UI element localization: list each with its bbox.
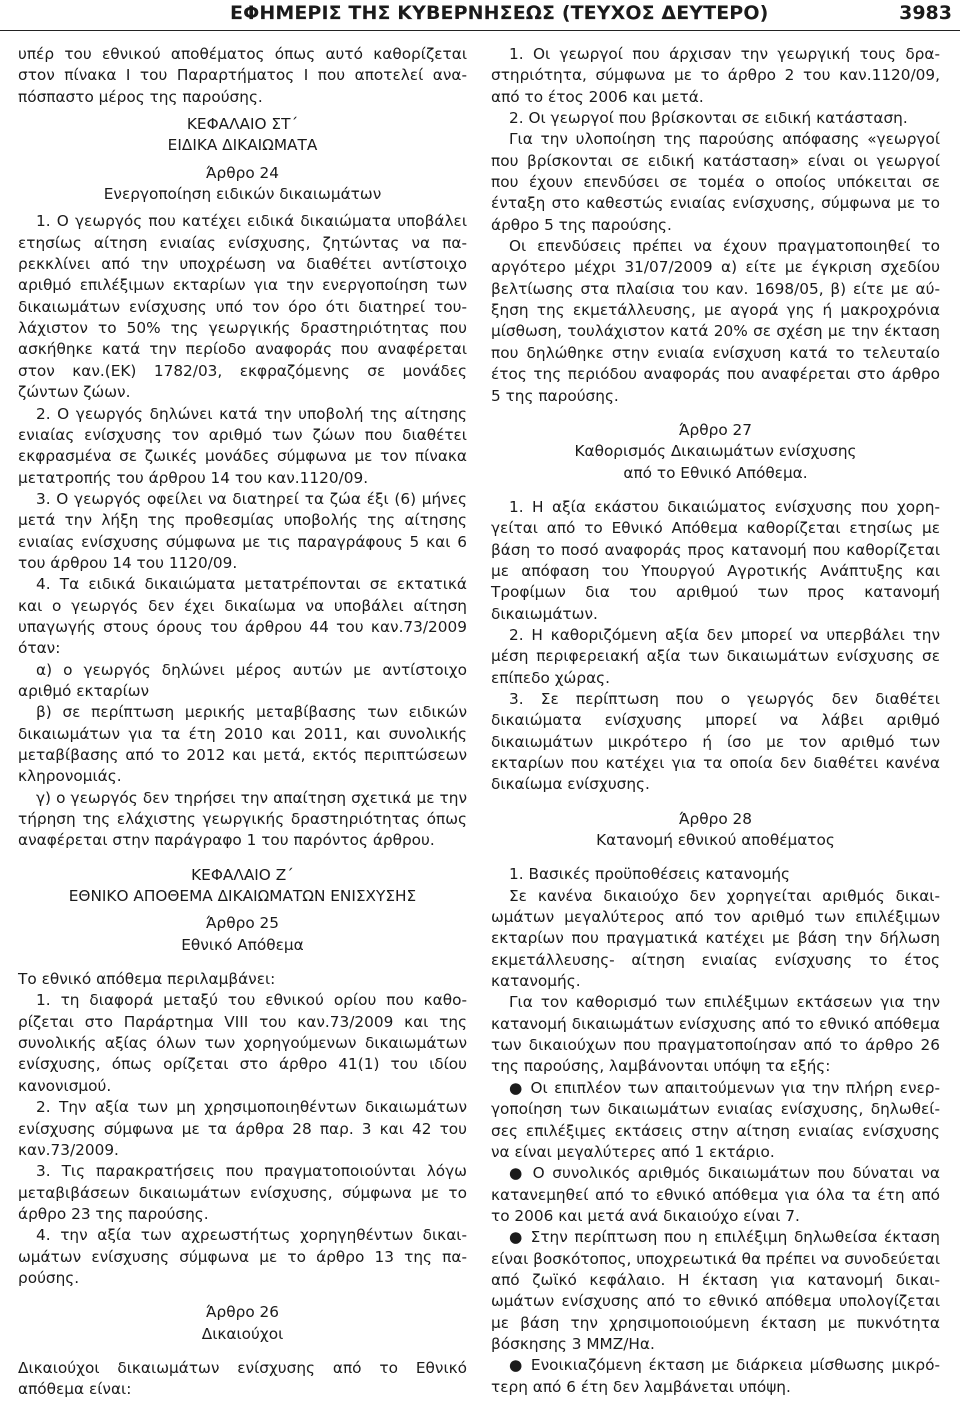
paragraph: Σε κανένα δικαιούχο δεν χορηγείται αριθμός δικαιωμάτων μεγαλύτερος από τον αριθμό των επιλέξιμων εκταρίων που πραγματικά κατέχει με βάση την δήλωση εκμετάλλευσης- αίτηση ενιαίας ενίσχυσης το έτος κατανομής. — [491, 886, 940, 991]
paragraph: υπέρ του εθνικού αποθέματος όπως αυτό καθορίζεται στον πίνακα Ι του Παραρτήματος Ι που αποτελεί αναπόσπαστο μέρος της παρούσης. — [18, 45, 467, 106]
page-header — [0, 0, 960, 31]
paragraph: Για την υλοποίηση της παρούσης απόφασης «γεωργοί που βρίσκονται σε ειδική κατάσταση» είναι οι γεωργοί που έχουν επενδύσει σε τομέα ο οποίος υπόκειται σε ένταξη στο καθεστώς ενιαίας ενίσχυσης, σύμφωνα με το άρθρο 5 της παρούσης. — [491, 130, 940, 234]
paragraph: 1. τη διαφορά μεταξύ του εθνικού ορίου που καθορίζεται στο Παράρτημα VIII του καν.73/2009 και της συνολικής αξίας όλων των χορηγούμενων δικαιωμάτων ενίσχυσης, όπως ορίζεται στο άρθρο 41(1) του ιδίου κανονισμού. — [18, 991, 467, 1095]
paragraph: 1. Η αξία εκάστου δικαιώματος ενίσχυσης που χορηγείται από το Εθνικό Απόθεμα καθορίζεται ετησίως με βάση το ποσό αναφοράς προς κατανομή που καθορίζεται με απόφαση του Υπουργού Αγροτικής Ανάπτυξης και Τροφίμων δια του αριθμού των προς κατανομή δικαιωμάτων. — [491, 497, 940, 623]
paragraph: 3. Τις παρακρατήσεις που πραγματοποιούνται λόγω μεταβιβάσεων δικαιωμάτων ενίσχυσης, σύμφωνα με το άρθρο 23 της παρούσης. — [18, 1162, 467, 1223]
paragraph: 1. Βασικές προϋποθέσεις κατανομής — [509, 865, 791, 884]
paragraph: 2. Η καθοριζόμενη αξία δεν μπορεί να υπερβάλει την μέση περιφερειακή αξία των δικαιωμάτων ενίσχυσης σε επίπεδο χώρας. — [491, 625, 940, 687]
paragraph: α) ο γεωργός δηλώνει μέρος αυτών με αντίστοιχο αριθμό εκταρίων — [18, 660, 467, 700]
chapter-subheading: ΕΘΝΙΚΟ ΑΠΟΘΕΜΑ ΔΙΚΑΙΩΜΑΤΩΝ ΕΝΙΣΧΥΣΗΣ — [68, 887, 417, 906]
chapter-heading: ΚΕΦΑΛΑΙΟ Ζ΄ — [191, 865, 294, 884]
article-subheading: από το Εθνικό Απόθεμα. — [623, 463, 808, 482]
bullet-item: ● Ενοικιαζόμενη έκταση με διάρκεια μίσθωσης μικρότερη από 6 έτη δεν λαμβάνεται υπόψη. — [491, 1356, 940, 1396]
article-heading: Άρθρο 28 — [678, 809, 753, 828]
article-heading: Άρθρο 26 — [205, 1303, 280, 1322]
paragraph: 1. Ο γεωργός που κατέχει ειδικά δικαιώματα υποβάλει ετησίως αίτηση ενιαίας ενίσχυσης, ζητώντας να παρεκκλίνει από την υποχρέωση να διαθέτει αντίστοιχο αριθμό επιλέξιμων εκταρίων για την ενεργοποίηση των δικαιωμάτων ενίσχυσης υπό τον όρο ότι διατηρεί τουλάχιστον το 50% της γεωργικής δραστηριότητας που ασκήθηκε κατά την περίοδο αναφοράς που αναφέρεται στον καν.(ΕΚ) 1782/03, εκφραζόμενης σε μονάδες ζώντων ζώων. — [18, 212, 467, 402]
article-heading: Άρθρο 24 — [205, 163, 280, 182]
article-subheading: Κατανομή εθνικού αποθέματος — [596, 831, 835, 850]
paragraph: 1. Οι γεωργοί που άρχισαν την γεωργική τους δραστηριότητα, σύμφωνα με το άρθρο 2 του καν.1120/09, από το έτος 2006 και μετά. — [491, 45, 940, 106]
paragraph: β) σε περίπτωση μερικής μεταβίβασης των ειδικών δικαιωμάτων για τα έτη 2010 και 2011, και συνολικής μεταβίβασης από το 2012 και μετά, εκτός περιπτώσεων κληρονομιάς. — [18, 703, 467, 786]
paragraph: 2. Την αξία των μη χρησιμοποιηθέντων δικαιωμάτων ενίσχυσης σύμφωνα με τα άρθρα 28 παρ. 3 και 42 του καν.73/2009. — [18, 1098, 467, 1159]
paragraph: Δικαιούχοι δικαιωμάτων ενίσχυσης από το Εθνικό απόθεμα είναι: — [18, 1358, 467, 1399]
paragraph: 2. Ο γεωργός δηλώνει κατά την υποβολή της αίτησης ενιαίας ενίσχυσης τον αριθμό των ζώων που διαθέτει εκφρασμένα σε ζωικές μονάδες σύμφωνα με τον πίνακα μετατροπής του άρθρου 14 του καν.1120/09. — [18, 404, 467, 487]
paragraph: Οι επενδύσεις πρέπει να έχουν πραγματοποιηθεί το αργότερο μέχρι 31/07/2009 α) είτε με έγκριση σχεδίου βελτίωσης στα πλαίσια του καν. 1698/05, β) είτε με αύξηση της εκμετάλλευσης, με αγορά γης ή μακροχρόνια μίσθωση, τουλάχιστον κατά 20% σε σχέση με την έκταση που δηλώθηκε στην ενιαία ενίσχυση κατά το τελευταίο έτος της περιόδου αναφοράς που αναφέρεται στο άρθρο 5 της παρούσης. — [491, 237, 940, 405]
article-subheading: Εθνικό Απόθεμα — [181, 935, 304, 954]
paragraph: 4. Τα ειδικά δικαιώματα μετατρέπονται σε εκτατικά και ο γεωργός δεν έχει δικαίωμα να υποβάλει αίτηση υπαγωγής στους όρους του άρθρου 44 του καν.73/2009 όταν: — [18, 575, 467, 658]
page-number: 3983 — [899, 2, 952, 24]
paragraph: Για τον καθορισμό των επιλέξιμων εκτάσεων για την κατανομή δικαιωμάτων ενίσχυσης από το εθνικό απόθεμα των δικαιούχων που πραγματοποίησαν από το άρθρο 26 της παρούσης, λαμβάνονται υπόψη τα εξής: — [491, 993, 940, 1076]
article-heading: Άρθρο 27 — [678, 420, 753, 439]
left-column — [18, 44, 467, 1401]
paragraph: 2. Οι γεωργοί που βρίσκονται σε ειδική κατάσταση. — [509, 109, 908, 128]
right-column — [491, 44, 940, 1398]
article-subheading: Δικαιούχοι — [201, 1324, 284, 1343]
article-subheading: Καθορισμός Δικαιωμάτων ενίσχυσης — [574, 442, 857, 461]
bullet-item: ● Ο συνολικός αριθμός δικαιωμάτων που δύναται να κατανεμηθεί από το εθνικό απόθεμα για όλα τα έτη από το 2006 και μετά ανά δικαιούχο είναι 7. — [491, 1164, 940, 1225]
article-heading: Άρθρο 25 — [205, 914, 280, 933]
paragraph: 3. Σε περίπτωση που ο γεωργός δεν διαθέτει δικαιώματα ενίσχυσης μπορεί να λάβει αριθμό δικαιωμάτων μικρότερο ή ίσο με τον αριθμό των εκταρίων που κατέχει για τα οποία δεν διαθέτει κανένα δικαίωμα ενίσχυσης. — [491, 689, 940, 794]
bullet-item: ● Στην περίπτωση που η επιλέξιμη δηλωθείσα έκταση είναι βοσκότοπος, υποχρεωτικά θα πρέπει να συνοδεύεται από ζωϊκό κεφάλαιο. Η έκταση για κατανομή δικαιωμάτων ενίσχυσης από το εθνικό απόθεμα υπολογίζεται με βάση την χρησιμοποιούμενη έκταση με πυκνότητα βόσκησης 3 ΜΜΖ/Ηα. — [491, 1228, 940, 1353]
paragraph: 3. Ο γεωργός οφείλει να διατηρεί τα ζώα έξι (6) μήνες μετά την λήξη της προθεσμίας υποβολής της αίτησης ενιαίας ενίσχυσης σύμφωνα με τις παραγράφους 5 και 6 του άρθρου 14 του 1120/09. — [18, 489, 467, 572]
paragraph: Το εθνικό απόθεμα περιλαμβάνει: — [18, 970, 276, 989]
chapter-heading: ΚΕΦΑΛΑΙΟ ΣΤ΄ — [186, 115, 299, 134]
chapter-subheading: ΕΙΔΙΚΑ ΔΙΚΑΙΩΜΑΤΑ — [167, 136, 318, 155]
paragraph: 4. την αξία των αχρεωστήτως χορηγηθέντων δικαιωμάτων ενίσχυσης σύμφωνα με το άρθρο 13 της παρούσης. — [18, 1226, 467, 1287]
article-subheading: Ενεργοποίηση ειδικών δικαιωμάτων — [103, 185, 382, 204]
gazette-title: ΕΦΗΜΕΡΙΣ ΤΗΣ ΚΥΒΕΡΝΗΣΕΩΣ (ΤΕΥΧΟΣ ΔΕΥΤΕΡΟ) — [230, 2, 769, 24]
paragraph: γ) ο γεωργός δεν τηρήσει την απαίτηση σχετικά με την τήρηση της ελάχιστης γεωργικής δραστηριότητας όπως αναφέρεται στην παράγραφο 1 του παρόντος άρθρου. — [18, 788, 467, 850]
bullet-item: ● Οι επιπλέον των απαιτούμενων για την πλήρη ενεργοποίηση των δικαιωμάτων ενιαίας ενίσχυσης, δηλωθείσες επιλέξιμες εκτάσεις στην αίτηση ενιαίας ενίσχυσης να είναι μεγαλύτερες από 1 εκτάριο. — [491, 1078, 940, 1161]
